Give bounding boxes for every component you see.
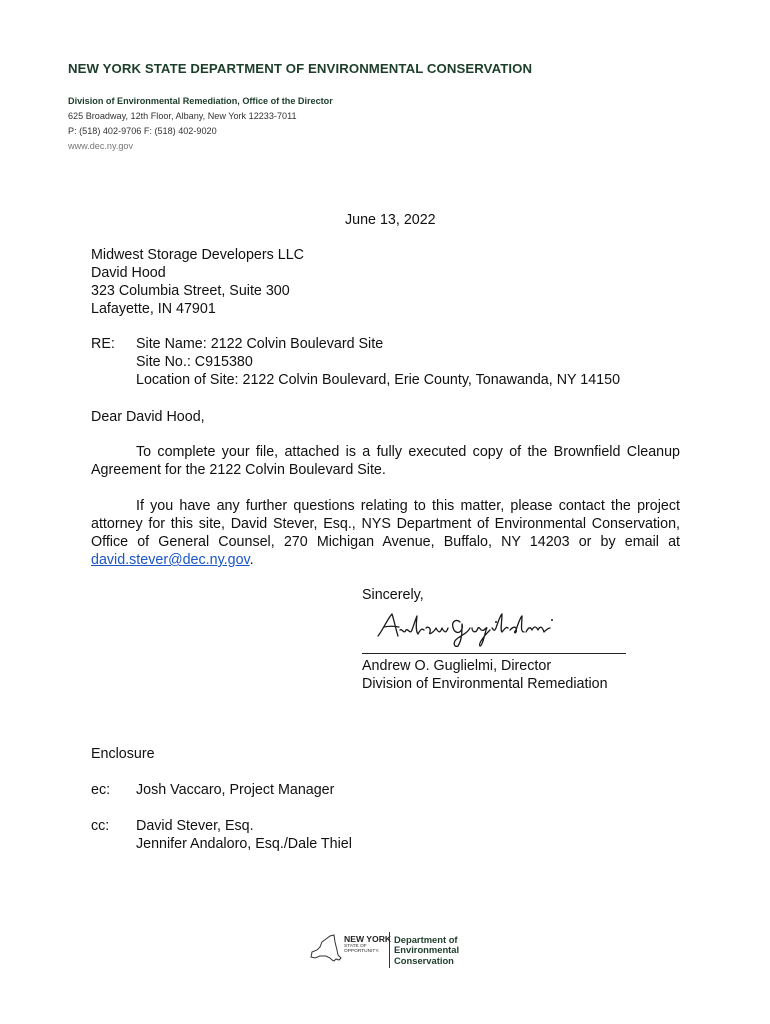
email-link[interactable]: david.stever@dec.ny.gov xyxy=(91,552,250,568)
office-website: www.dec.ny.gov xyxy=(68,141,134,151)
dec-wordmark-line1: Department of xyxy=(394,934,458,945)
signature-line xyxy=(362,653,626,654)
recipient-street: 323 Columbia Street, Suite 300 xyxy=(91,283,290,299)
paragraph-1-text: To complete your file, attached is a fully executed copy of the Brownfield Cleanup Agreement for the 2122 Colvin Boulevard Site. xyxy=(91,444,680,478)
office-address: 625 Broadway, 12th Floor, Albany, New York 12233-7011 xyxy=(68,111,297,121)
re-location: Location of Site: 2122 Colvin Boulevard, Erie County, Tonawanda, NY 14150 xyxy=(136,372,621,388)
dec-wordmark xyxy=(394,935,459,966)
recipient-city: Lafayette, IN 47901 xyxy=(91,301,216,317)
salutation: Dear David Hood, xyxy=(91,409,205,425)
recipient-name: David Hood xyxy=(91,265,166,281)
paragraph-1 xyxy=(91,443,680,479)
agency-name: NEW YORK STATE DEPARTMENT OF ENVIRONMENTAL CONSERVATION xyxy=(68,61,533,76)
paragraph-2-end: . xyxy=(249,552,254,568)
recipient-address xyxy=(91,246,304,318)
footer-logo xyxy=(308,929,468,973)
ny-wordmark-line2: STATE OF xyxy=(344,944,367,949)
re-label: RE: xyxy=(91,336,115,352)
re-site-no: Site No.: C915380 xyxy=(136,354,253,370)
office-phone: P: (518) 402-9706 F: (518) 402-9020 xyxy=(68,126,217,136)
letter-date: June 13, 2022 xyxy=(345,212,436,228)
logo-divider xyxy=(389,932,390,968)
signer-block xyxy=(362,657,608,693)
cc-label: cc: xyxy=(91,818,110,834)
ny-wordmark xyxy=(344,935,391,954)
cc-recipient-2: Jennifer Andaloro, Esq./Dale Thiel xyxy=(136,836,352,852)
signer-title: Division of Environmental Remediation xyxy=(362,676,608,692)
dec-wordmark-line3: Conservation xyxy=(394,954,454,966)
re-site-name: Site Name: 2122 Colvin Boulevard Site xyxy=(136,336,384,352)
paragraph-2-text: If you have any further questions relating to this matter, please contact the project attorney for this site, David Stever, Esq., NYS Department of Environmental Conservation, Office of General Counsel, 270 Michigan Avenue, Buffalo, NY 14203 or by email at xyxy=(91,498,680,550)
enclosure-note: Enclosure xyxy=(91,746,155,762)
ec-recipient: Josh Vaccaro, Project Manager xyxy=(136,782,335,798)
signer-name: Andrew O. Guglielmi, Director xyxy=(362,658,552,674)
ny-wordmark-line3: OPPORTUNITY. xyxy=(344,949,380,955)
office-info xyxy=(68,94,333,154)
ec-label: ec: xyxy=(91,782,111,798)
paragraph-2 xyxy=(91,497,680,569)
closing: Sincerely, xyxy=(362,587,424,603)
dec-wordmark-line2: Environmental xyxy=(394,944,460,956)
handwritten-signature xyxy=(376,608,576,648)
cc-recipients xyxy=(136,817,352,853)
cc-recipient-1: David Stever, Esq. xyxy=(136,818,254,834)
recipient-company: Midwest Storage Developers LLC xyxy=(91,247,304,263)
ny-wordmark-line1: NEW YORK xyxy=(344,934,392,944)
division-line: Division of Environmental Remediation, Office of the Director xyxy=(68,96,333,106)
re-block xyxy=(136,335,620,389)
ny-state-map-icon xyxy=(308,933,344,965)
